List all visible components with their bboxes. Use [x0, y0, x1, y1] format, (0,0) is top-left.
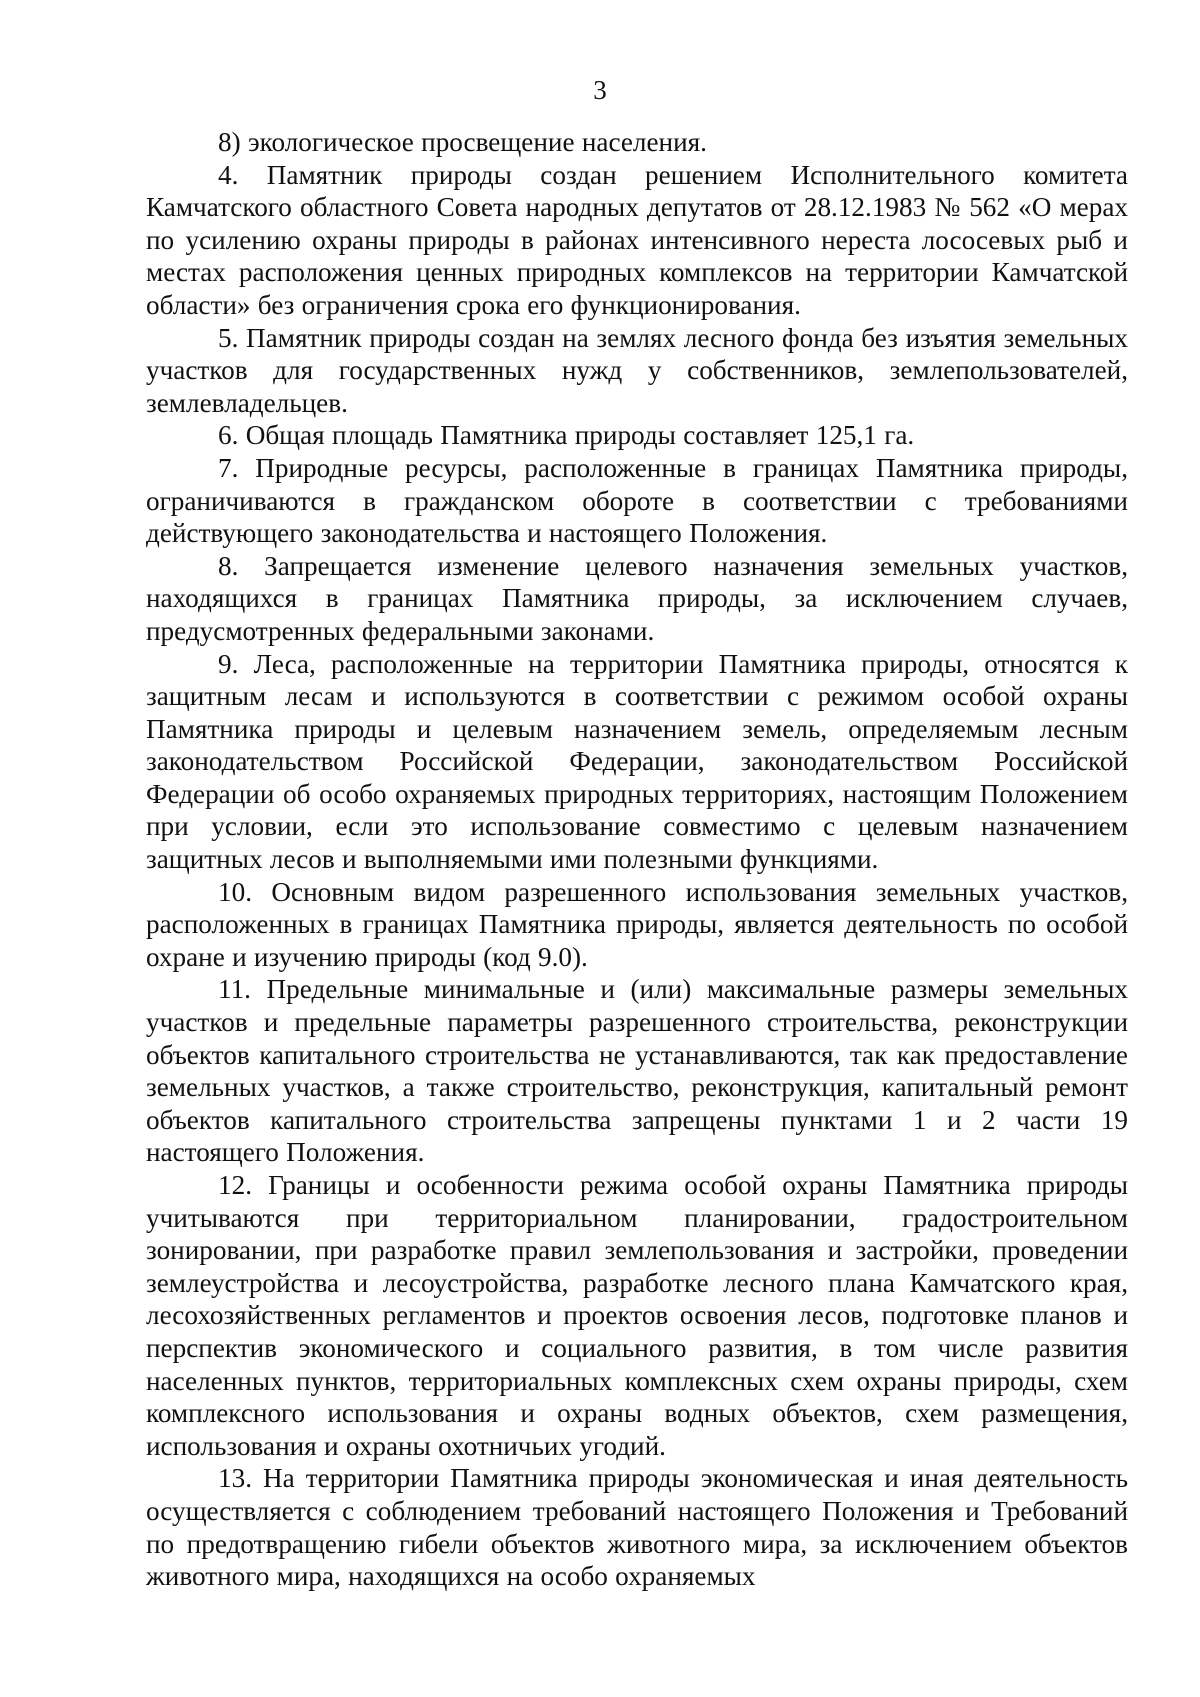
page-number: 3 [593, 75, 607, 105]
paragraph-6-total-area: 6. Общая площадь Памятника природы составляет 125,1 га. [218, 420, 915, 451]
paragraph-13-economic-activity: 13. На территории Памятника природы экономическая и иная деятельность осуществляется с соблюдением требований настоящего Положения и Требований по предотвращению гибели объектов животного мира, за исключением объектов животного мира, находящихся на особо охраняемых [146, 1463, 1128, 1592]
paragraph-11-construction-parameters: 11. Предельные минимальные и (или) максимальные размеры земельных участков и предельные параметры разрешенного строительства, реконструкции объектов капитального строительства не устанавливаются, так как предоставление земельных участков, а также строительство, реконструкция, капитальный ремонт объектов капитального строительства запрещены пунктами 1 и 2 части 19 настоящего Положения. [146, 974, 1128, 1168]
paragraph-12-planning-considerations: 12. Границы и особенности режима особой охраны Памятника природы учитываются при территориальном планировании, градостроительном зонировании, при разработке правил землепользования и застройки, проведении землеустройства и лесоустройства, разработке лесного плана Камчатского края, лесохозяйственных регламентов и проектов освоения лесов, подготовке планов и перспектив экономического и социального развития, в том числе развития населенных пунктов, территориальных комплексных схем охраны природы, схем комплексного использования и охраны водных объектов, схем размещения, использования и охраны охотничьих угодий. [146, 1170, 1128, 1461]
paragraph-5-forest-lands: 5. Памятник природы создан на землях лесного фонда без изъятия земельных участков для государственных нужд у собственников, землепользователей, землевладельцев. [146, 322, 1128, 418]
list-item-8-ecological-education: 8) экологическое просвещение населения. [218, 127, 707, 157]
paragraph-9-protective-forests: 9. Леса, расположенные на территории Памятника природы, относятся к защитным лесам и используются в соответствии с режимом особой охраны Памятника природы и целевым назначением земель, определяемым лесным законодательством Российской Федерации, законодательством Российской Федерации об особо охраняемых природных территориях, настоящим Положением при условии, если это использование совместимо с целевым назначением защитных лесов и выполняемыми ими полезными функциями. [146, 648, 1128, 875]
paragraph-7-natural-resources: 7. Природные ресурсы, расположенные в границах Памятника природы, ограничиваются в гражданском обороте в соответствии с требованиями действующего законодательства и настоящего Положения. [146, 452, 1128, 549]
document-body [146, 126, 1128, 1593]
paragraph-8-land-use-change-ban: 8. Запрещается изменение целевого назначения земельных участков, находящихся в границах Памятника природы, за исключением случаев, предусмотренных федеральными законами. [146, 550, 1128, 646]
paragraph-10-permitted-use: 10. Основным видом разрешенного использования земельных участков, расположенных в границах Памятника природы, является деятельность по особой охране и изучению природы (код 9.0). [146, 876, 1128, 972]
paragraph-4-creation-decision: 4. Памятник природы создан решением Исполнительного комитета Камчатского областного Совета народных депутатов от 28.12.1983 № 562 «О мерах по усилению охраны природы в районах интенсивного нереста лососевых рыб и местах расположения ценных природных комплексов на территории Камчатской области» без ограничения срока его функционирования. [146, 159, 1128, 320]
